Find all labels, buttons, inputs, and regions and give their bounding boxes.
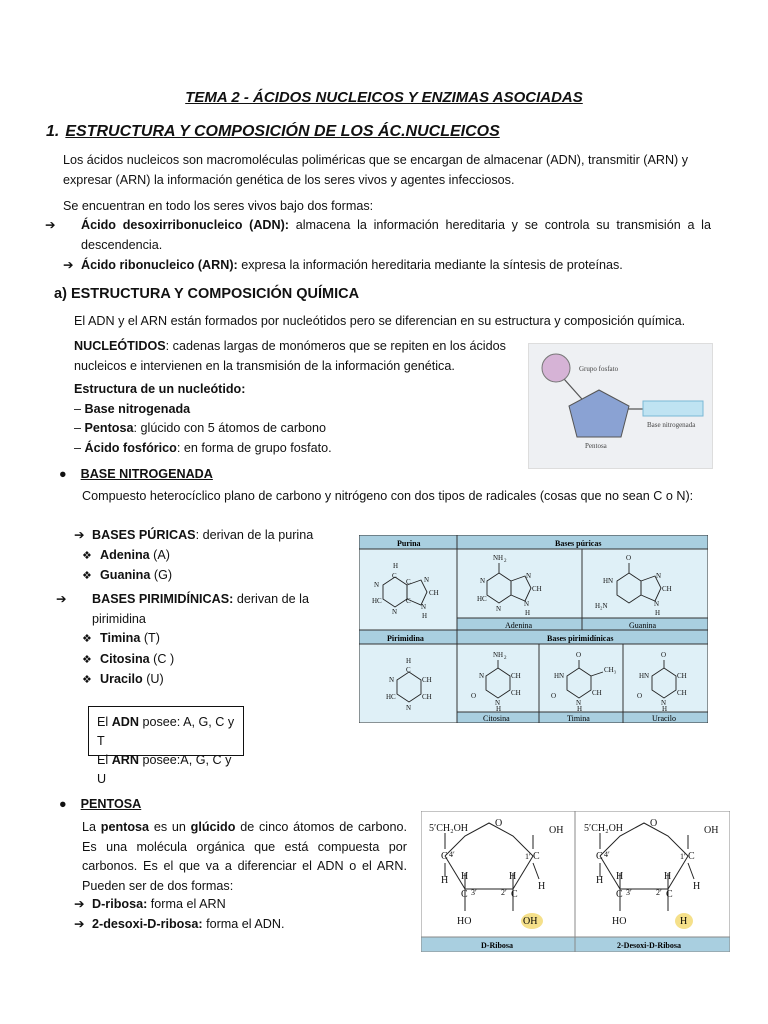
forms-intro: Se encuentran en todo los seres vivos bajo dos formas: bbox=[63, 199, 374, 213]
svg-text:O: O bbox=[471, 692, 477, 700]
svg-text:4′: 4′ bbox=[604, 850, 610, 859]
svg-text:H: H bbox=[655, 609, 661, 617]
svg-text:HO: HO bbox=[457, 916, 472, 927]
svg-text:C: C bbox=[596, 851, 603, 862]
svg-text:O: O bbox=[551, 692, 557, 700]
svg-text:OH: OH bbox=[704, 825, 719, 836]
bullet-dot: ● bbox=[59, 797, 67, 811]
svg-text:H: H bbox=[509, 871, 517, 882]
structure-item: – Pentosa: glúcido con 5 átomos de carbono bbox=[74, 421, 327, 435]
svg-text:N: N bbox=[576, 699, 582, 707]
bullet-dot: ● bbox=[59, 467, 67, 481]
svg-text:HN: HN bbox=[554, 672, 565, 680]
bases-svg bbox=[359, 535, 708, 723]
svg-text:C: C bbox=[688, 851, 695, 862]
svg-text:3′: 3′ bbox=[626, 888, 632, 897]
svg-text:N: N bbox=[661, 699, 667, 707]
section-1-heading bbox=[46, 123, 500, 141]
citosina-label: Citosina bbox=[483, 714, 510, 723]
svg-text:N: N bbox=[495, 699, 501, 707]
arrow-right-icon: ➔ bbox=[74, 916, 85, 931]
diamond-bullet-icon: ❖ bbox=[82, 549, 92, 562]
svg-text:O: O bbox=[576, 651, 582, 659]
svg-text:N: N bbox=[654, 600, 660, 608]
svg-text:N: N bbox=[526, 572, 532, 580]
svg-text:H: H bbox=[664, 871, 672, 882]
svg-text:CH: CH bbox=[511, 672, 521, 680]
svg-text:H: H bbox=[596, 875, 604, 886]
form-arn: ➔ Ácido ribonucleico (ARN): expresa la información hereditaria mediante la síntesis de proteínas. bbox=[63, 256, 713, 276]
svg-text:2: 2 bbox=[504, 559, 507, 564]
arrow-right-icon: ➔ bbox=[56, 592, 67, 606]
base-item-timina: ❖ Timina (T) bbox=[74, 629, 324, 650]
base-shape bbox=[643, 401, 703, 416]
bases-puricas: ➔ BASES PÚRICAS: derivan de la purina ❖ Adenina (A) ❖ Guanina (G) bbox=[74, 526, 344, 587]
pentosa-form-ribosa: ➔ D-ribosa: forma el ARN bbox=[74, 895, 404, 915]
pirimidinicas-header: Bases pirimidínicas bbox=[547, 634, 614, 643]
svg-text:H: H bbox=[406, 657, 412, 665]
phosphate-group bbox=[542, 354, 570, 382]
bases-figure bbox=[359, 535, 708, 723]
svg-text:HN: HN bbox=[639, 672, 650, 680]
svg-text:N: N bbox=[480, 577, 486, 585]
svg-text:H: H bbox=[662, 705, 668, 713]
svg-text:H: H bbox=[577, 705, 583, 713]
section-a-intro: El ADN y el ARN están formados por nucleótidos pero se diferencian en su estructura y composición química. bbox=[74, 314, 686, 328]
nucleotide-svg bbox=[529, 344, 712, 468]
svg-text:C: C bbox=[406, 578, 411, 586]
form-adn: ➔ Ácido desoxirribonucleico (ADN): almacena la información hereditaria y se controla su transmisión a la descendencia. bbox=[45, 218, 711, 252]
puricas-header: Bases púricas bbox=[555, 539, 602, 548]
base-item-uracilo: ❖ Uracilo (U) bbox=[74, 670, 324, 691]
desoxi-label: 2-Desoxi-D-Ribosa bbox=[617, 941, 681, 950]
svg-text:CH: CH bbox=[532, 585, 542, 593]
desoxi-h: H bbox=[680, 916, 688, 927]
structure-item: – Ácido fosfórico: en forma de grupo fosfato. bbox=[74, 440, 332, 455]
nucleotide-structure: Estructura de un nucleótido: – Base nitrogenada – Pentosa: glúcido con 5 átomos de carbono – Ácido fosfórico: en forma de grupo fosfato. bbox=[74, 380, 524, 458]
svg-text:O: O bbox=[650, 818, 658, 829]
adenina-label: Adenina bbox=[505, 621, 533, 630]
bases-pirimidinicas: ➔ BASES PIRIMIDÍNICAS: derivan de la pirimidina ❖ Timina (T) ❖ Citosina (C ) ❖ Uracilo (U) bbox=[74, 590, 324, 691]
svg-text:H: H bbox=[496, 705, 502, 713]
uracilo-label: Uracilo bbox=[652, 714, 676, 723]
svg-text:C: C bbox=[406, 666, 411, 674]
svg-text:H: H bbox=[525, 609, 531, 617]
svg-text:C: C bbox=[666, 889, 673, 900]
diamond-bullet-icon: ❖ bbox=[82, 674, 92, 686]
svg-text:5′CH₂OH: 5′CH₂OH bbox=[429, 823, 469, 834]
pentosa-desc: La pentosa es un glúcido de cinco átomos de carbono. Es una molécula orgánica que está compuesta por carbonos. Es el que va a diferenciar el ADN o el ARN. Pueden ser de dos formas: bbox=[82, 820, 407, 893]
fosfato-label: Grupo fosfato bbox=[579, 365, 619, 373]
svg-text:CH: CH bbox=[422, 676, 432, 684]
svg-text:CH: CH bbox=[662, 585, 672, 593]
svg-text:HO: HO bbox=[612, 916, 627, 927]
section-1-intro: Los ácidos nucleicos son macromoléculas poliméricas que se encargan de almacenar (ADN), transmitir (ARN) y expresar (ARN) la información genética de los seres vivos y agentes infecciosos. bbox=[63, 153, 689, 187]
svg-text:N: N bbox=[421, 603, 427, 611]
diamond-bullet-icon: ❖ bbox=[82, 570, 92, 582]
ribosa-label: D-Ribosa bbox=[481, 941, 514, 950]
base-label: Base nitrogenada bbox=[647, 421, 696, 429]
svg-text:C: C bbox=[406, 597, 411, 605]
svg-text:N: N bbox=[479, 672, 485, 680]
arrow-right-icon: ➔ bbox=[63, 258, 74, 272]
svg-text:5′CH₂OH: 5′CH₂OH bbox=[584, 823, 624, 834]
section-a-heading: a) ESTRUCTURA Y COMPOSICIÓN QUÍMICA bbox=[54, 286, 360, 302]
svg-text:C: C bbox=[441, 851, 448, 862]
svg-text:N: N bbox=[406, 704, 412, 712]
bullet-base-nitrogenada: ● BASE NITROGENADA bbox=[59, 467, 213, 481]
arrow-right-icon: ➔ bbox=[74, 528, 85, 542]
svg-text:H: H bbox=[422, 612, 428, 620]
svg-text:OH: OH bbox=[549, 825, 564, 836]
svg-text:HN: HN bbox=[603, 577, 614, 585]
svg-text:N: N bbox=[496, 605, 502, 613]
timina-label: Timina bbox=[567, 714, 590, 723]
structure-item: – Base nitrogenada bbox=[74, 401, 191, 416]
svg-text:CH: CH bbox=[677, 672, 687, 680]
svg-text:HC: HC bbox=[372, 597, 382, 605]
base-nitrogenada-desc: Compuesto heterocíclico plano de carbono y nitrógeno con dos tipos de radicales (cosas que no sean C o N): bbox=[82, 489, 694, 503]
svg-text:N: N bbox=[389, 676, 395, 684]
svg-text:CH: CH bbox=[592, 689, 602, 697]
svg-text:CH: CH bbox=[677, 689, 687, 697]
guanina-label: Guanina bbox=[629, 621, 657, 630]
svg-text:CH: CH bbox=[511, 689, 521, 697]
svg-text:H: H bbox=[616, 871, 624, 882]
svg-text:CH: CH bbox=[429, 589, 439, 597]
svg-text:4′: 4′ bbox=[449, 850, 455, 859]
svg-text:2′: 2′ bbox=[656, 888, 662, 897]
svg-text:C: C bbox=[461, 889, 468, 900]
base-item-citosina: ❖ Citosina (C ) bbox=[74, 650, 324, 671]
svg-text:H: H bbox=[538, 881, 546, 892]
svg-text:3′: 3′ bbox=[471, 888, 477, 897]
svg-text:O: O bbox=[626, 554, 632, 562]
svg-text:N: N bbox=[392, 608, 398, 616]
pentose-svg bbox=[421, 811, 730, 952]
svg-text:N: N bbox=[424, 576, 430, 584]
nucleotidos-definition: NUCLEÓTIDOS: cadenas largas de monómeros que se repiten en los ácidos nucleicos e intervienen en la transmisión de la información genética. bbox=[74, 339, 506, 373]
svg-text:NH: NH bbox=[493, 554, 504, 562]
pentosa-label: Pentosa bbox=[585, 442, 607, 450]
svg-text:O: O bbox=[661, 651, 667, 659]
diamond-bullet-icon: ❖ bbox=[82, 633, 92, 645]
svg-text:CH₃: CH₃ bbox=[604, 666, 617, 674]
svg-text:1′: 1′ bbox=[680, 852, 686, 861]
dna-rna-bases-note: El ADN posee: A, G, C y T El ARN posee:A, G, C y U bbox=[88, 706, 244, 756]
ribose-oh: OH bbox=[523, 916, 538, 927]
svg-text:C: C bbox=[511, 889, 518, 900]
svg-text:O: O bbox=[495, 818, 503, 829]
svg-text:C: C bbox=[533, 851, 540, 862]
purina-header: Purina bbox=[397, 539, 421, 548]
svg-text:H₂N: H₂N bbox=[595, 602, 608, 610]
base-item-guanina: ❖ Guanina (G) bbox=[74, 566, 344, 587]
svg-text:2: 2 bbox=[504, 656, 507, 661]
svg-text:O: O bbox=[637, 692, 643, 700]
svg-text:N: N bbox=[374, 581, 380, 589]
svg-text:N: N bbox=[524, 600, 530, 608]
bullet-pentosa: ● PENTOSA bbox=[59, 797, 142, 811]
arrow-right-icon: ➔ bbox=[45, 218, 56, 232]
page-title: TEMA 2 - ÁCIDOS NUCLEICOS Y ENZIMAS ASOCIADAS bbox=[185, 89, 583, 106]
diamond-bullet-icon: ❖ bbox=[82, 653, 92, 666]
svg-text:CH: CH bbox=[422, 693, 432, 701]
pentosa-forms bbox=[74, 895, 404, 934]
svg-text:1′: 1′ bbox=[525, 852, 531, 861]
pentose-figure bbox=[421, 811, 730, 952]
svg-text:HC: HC bbox=[386, 693, 396, 701]
svg-text:C: C bbox=[616, 889, 623, 900]
pentose-shape bbox=[569, 390, 629, 437]
svg-text:N: N bbox=[656, 572, 662, 580]
svg-text:H: H bbox=[441, 875, 449, 886]
pirimidina-header: Pirimidina bbox=[387, 634, 424, 643]
pentosa-form-desoxi: ➔ 2-desoxi-D-ribosa: forma el ADN. bbox=[74, 915, 404, 935]
svg-text:H: H bbox=[393, 562, 399, 570]
section-1-number: 1. bbox=[46, 123, 60, 140]
section-1-title: ESTRUCTURA Y COMPOSICIÓN DE LOS ÁC.NUCLEICOS bbox=[65, 123, 500, 140]
svg-text:NH: NH bbox=[493, 651, 504, 659]
arrow-right-icon: ➔ bbox=[74, 897, 85, 911]
svg-text:HC: HC bbox=[477, 595, 487, 603]
svg-text:H: H bbox=[693, 881, 701, 892]
svg-text:H: H bbox=[461, 871, 469, 882]
svg-text:C: C bbox=[392, 572, 397, 580]
base-item-adenina: ❖ Adenina (A) bbox=[74, 546, 344, 567]
svg-text:2′: 2′ bbox=[501, 888, 507, 897]
nucleotide-diagram bbox=[528, 343, 713, 469]
